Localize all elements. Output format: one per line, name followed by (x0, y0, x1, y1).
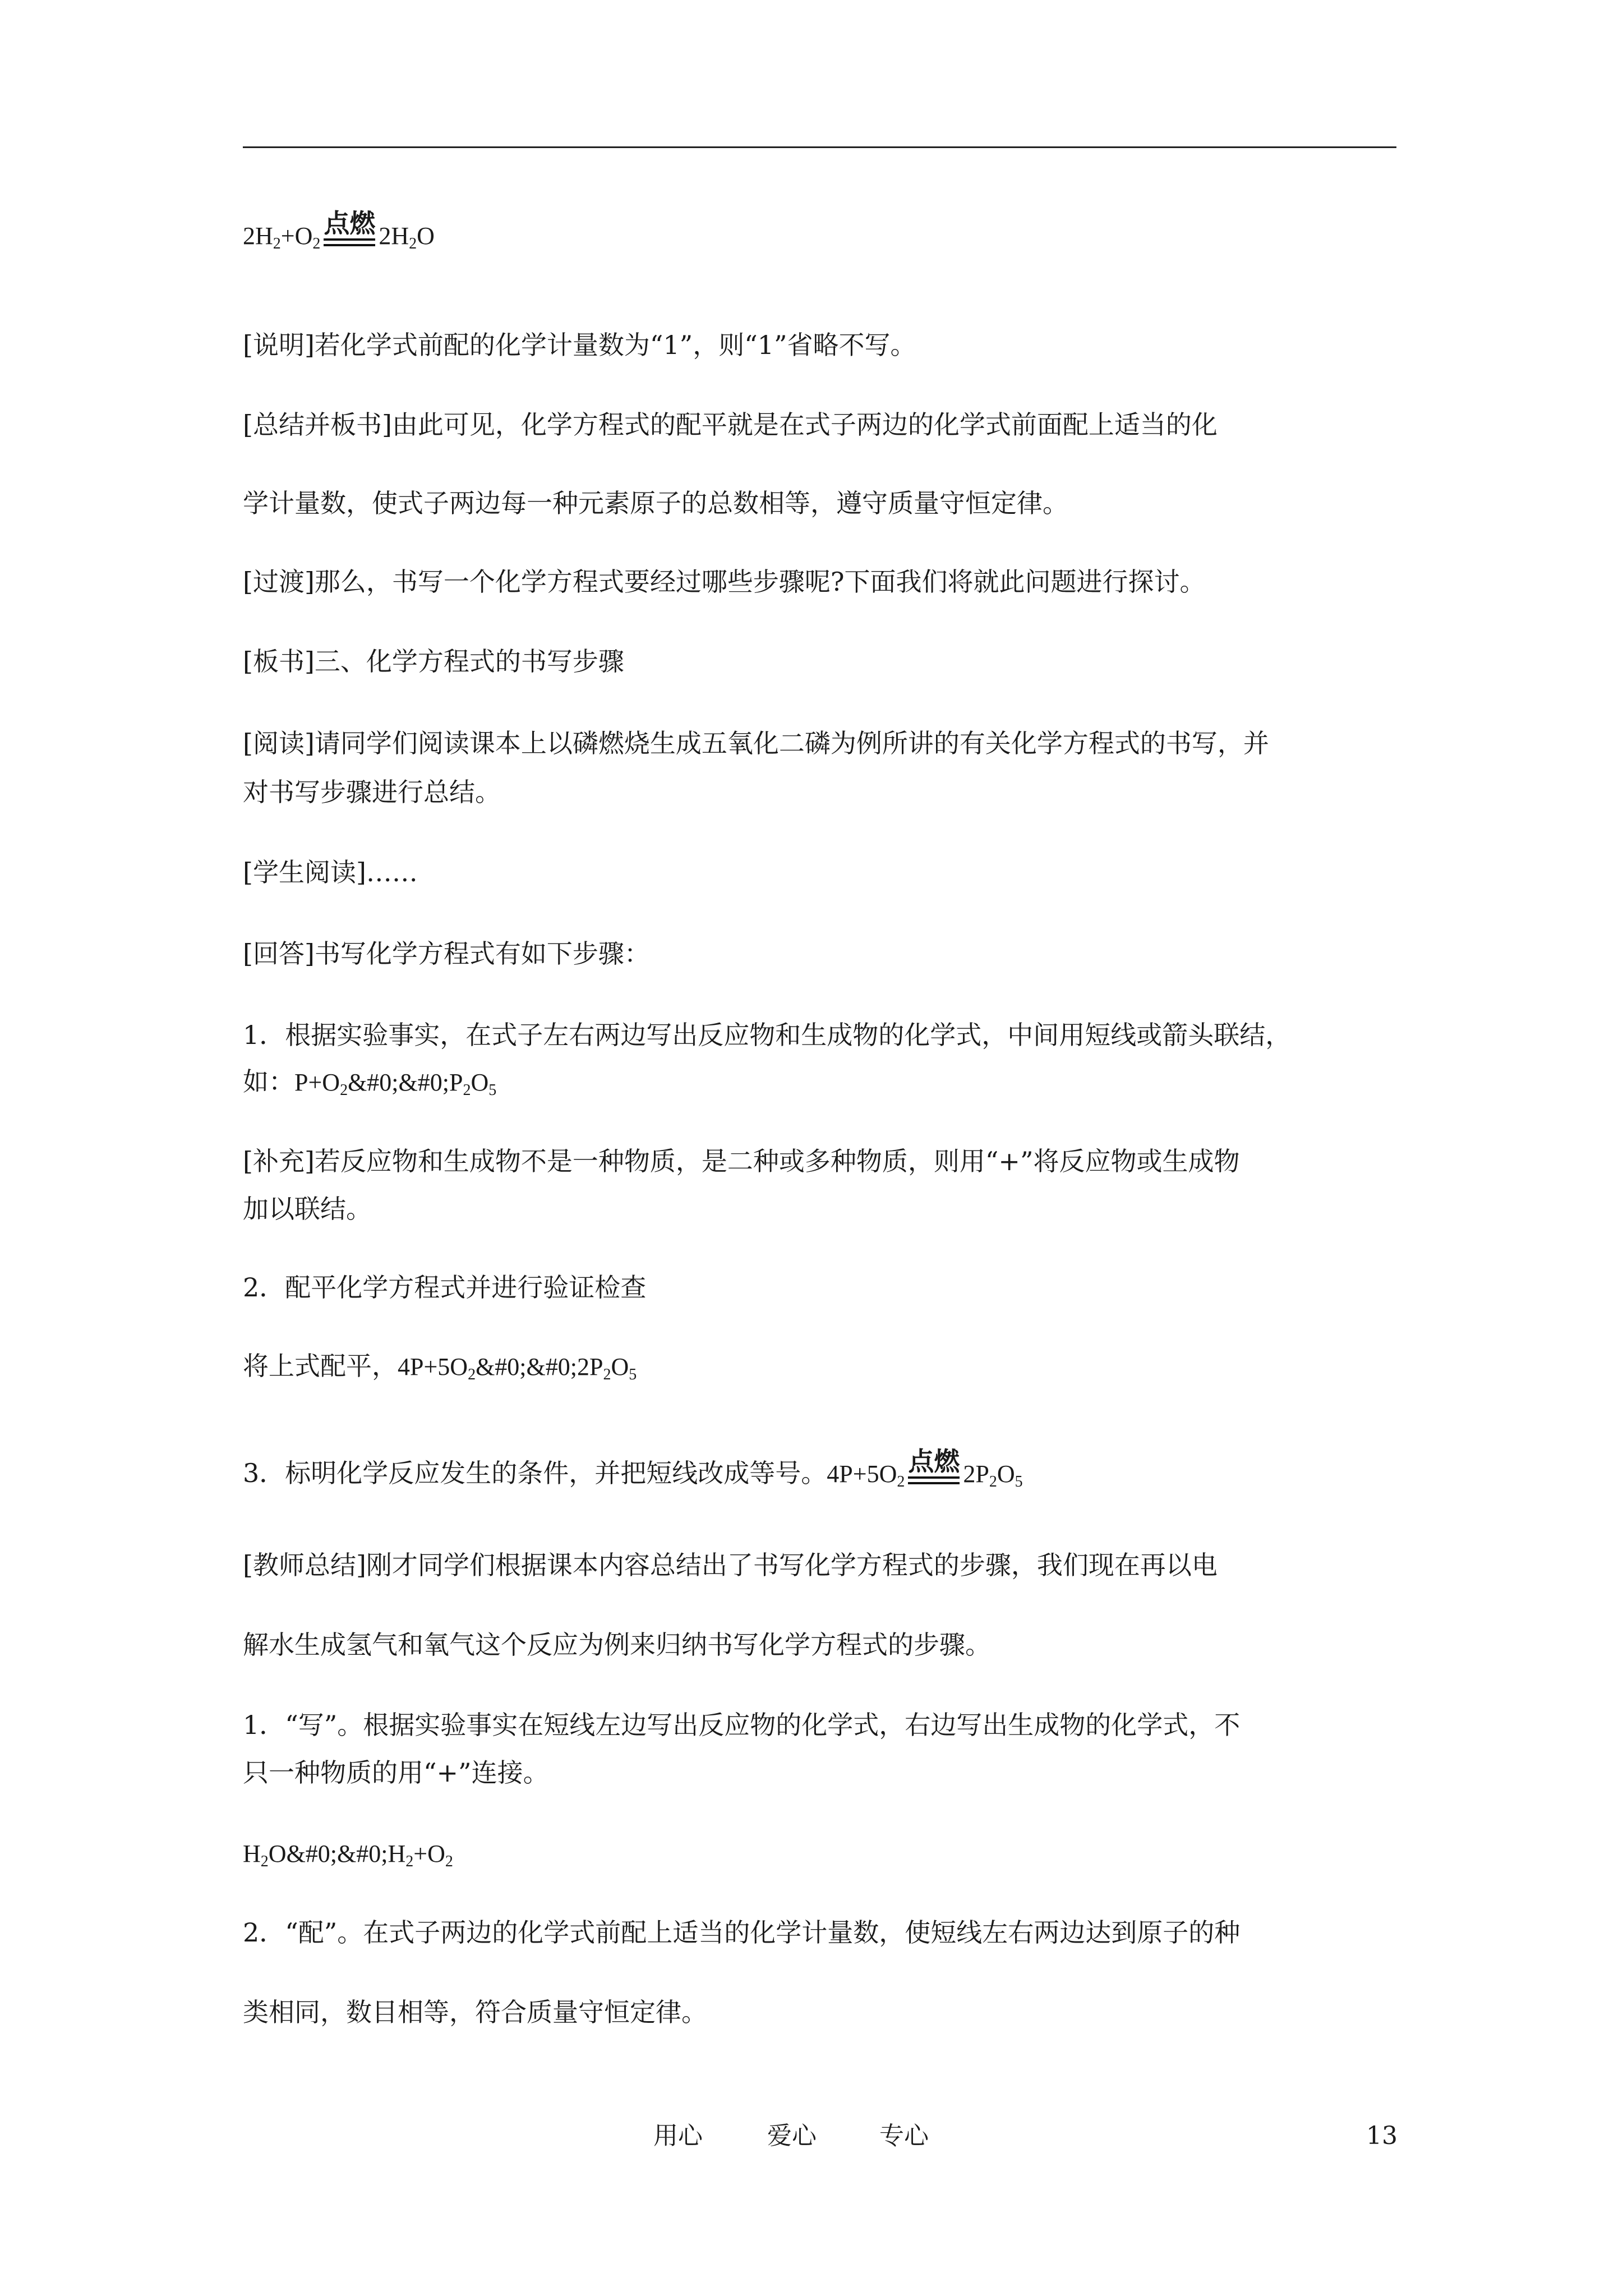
paragraph-summary-line2: 学计量数，使式子两边每一种元素原子的总数相等，遵守质量守恒定律。 (243, 488, 1068, 518)
paragraph-supplement-line2: 加以联结。 (243, 1194, 372, 1224)
footer-motto-1: 用心 (653, 2122, 703, 2150)
eq-artifact: &#0;&#0; (286, 1840, 388, 1867)
equals-bars (324, 238, 375, 246)
eq-subscript: 2 (312, 235, 321, 252)
eq-term: +O (280, 222, 313, 250)
paragraph-balance-line2: 类相同，数目相等，符合质量守恒定律。 (243, 1997, 707, 2027)
eq-subscript: 2 (260, 1853, 269, 1870)
equation-hydrogen-combustion (243, 209, 435, 253)
paragraph-step1-line1: 1．根据实验事实，在式子左右两边写出反应物和生成物的化学式，中间用短线或箭头联结， (243, 1020, 1292, 1050)
equation-phosphorus-balanced (398, 1353, 637, 1381)
eq-term: O (471, 1069, 489, 1096)
text-run: 将上式配平， (243, 1351, 398, 1381)
paragraph-reading-line1: [阅读]请同学们阅读课本上以磷燃烧生成五氧化二磷为例所讲的有关化学方程式的书写，并 (243, 728, 1269, 758)
paragraph-teacher-summary-line2: 解水生成氢气和氧气这个反应为例来归纳书写化学方程式的步骤。 (243, 1630, 991, 1660)
eq-subscript: 2 (340, 1082, 348, 1099)
eq-term: 2P (577, 1353, 603, 1381)
eq-term: H (388, 1840, 406, 1867)
eq-term: P (449, 1069, 463, 1096)
equation-phosphorus-unbalanced (294, 1069, 497, 1099)
header-rule (243, 146, 1396, 148)
eq-subscript: 5 (629, 1366, 637, 1383)
eq-term: P+O (294, 1069, 340, 1096)
eq-subscript: 2 (603, 1366, 611, 1383)
eq-subscript: 2 (897, 1473, 905, 1490)
eq-term: 4P+5O (398, 1353, 468, 1381)
reaction-condition-equals-sign (324, 209, 375, 253)
footer-motto-3: 专心 (879, 2122, 929, 2150)
eq-artifact: &#0;&#0; (476, 1353, 577, 1381)
eq-subscript: 2 (409, 235, 417, 252)
eq-term: O (268, 1840, 287, 1867)
eq-subscript: 2 (463, 1082, 471, 1099)
paragraph-board-heading: [板书]三、化学方程式的书写步骤 (243, 646, 624, 677)
footer-motto-2: 爱心 (767, 2122, 817, 2150)
eq-term: 2H (379, 222, 409, 250)
equals-bars (908, 1476, 960, 1484)
eq-term: H (243, 1840, 261, 1867)
eq-term: 2H (243, 222, 273, 250)
paragraph-step2: 2．配平化学方程式并进行验证检查 (243, 1272, 647, 1303)
paragraph-step1-line2 (243, 1065, 496, 1099)
eq-term: O (997, 1460, 1015, 1488)
paragraph-balanced (243, 1349, 637, 1384)
text-run: 如： (243, 1066, 294, 1097)
reaction-condition-equals-sign (908, 1447, 960, 1491)
eq-term: +O (413, 1840, 445, 1867)
paragraph-transition: [过渡]那么，书写一个化学方程式要经过哪些步骤呢?下面我们将就此问题进行探讨。 (243, 567, 1206, 597)
eq-subscript: 5 (488, 1082, 497, 1099)
paragraph-write-line2: 只一种物质的用“+”连接。 (243, 1757, 549, 1788)
eq-artifact: &#0;&#0; (348, 1069, 449, 1096)
eq-term: O (417, 222, 435, 250)
eq-subscript: 2 (445, 1853, 453, 1870)
eq-subscript: 2 (273, 235, 281, 252)
eq-subscript: 2 (989, 1473, 997, 1490)
paragraph-summary-line1: [总结并板书]由此可见，化学方程式的配平就是在式子两边的化学式前面配上适当的化 (243, 409, 1218, 440)
eq-subscript: 5 (1015, 1473, 1023, 1490)
paragraph-note: [说明]若化学式前配的化学计量数为“1”，则“1”省略不写。 (243, 330, 916, 360)
paragraph-answer: [回答]书写化学方程式有如下步骤： (243, 938, 650, 969)
equation-phosphorus-condition (827, 1446, 1023, 1490)
eq-subscript: 2 (405, 1853, 414, 1870)
paragraph-reading-line2: 对书写步骤进行总结。 (243, 777, 501, 807)
condition-label: 点燃 (324, 208, 376, 238)
paragraph-balance-line1: 2．“配”。在式子两边的化学式前配上适当的化学计量数，使短线左右两边达到原子的种 (243, 1917, 1241, 1948)
page-number: 13 (1366, 2122, 1398, 2150)
paragraph-teacher-summary-line1: [教师总结]刚才同学们根据课本内容总结出了书写化学方程式的步骤，我们现在再以电 (243, 1550, 1218, 1580)
paragraph-student-reading: [学生阅读]…… (243, 857, 418, 887)
paragraph-step3 (243, 1447, 1023, 1491)
eq-term: O (611, 1353, 629, 1381)
text-run: 3．标明化学反应发生的条件，并把短线改成等号。 (243, 1458, 827, 1488)
condition-label: 点燃 (908, 1446, 960, 1476)
eq-term: 4P+5O (827, 1460, 897, 1488)
eq-term: 2P (963, 1460, 989, 1488)
paragraph-supplement-line1: [补充]若反应物和生成物不是一种物质，是二种或多种物质，则用“+”将反应物或生成物 (243, 1146, 1240, 1176)
paragraph-write-line1: 1．“写”。根据实验事实在短线左边写出反应物的化学式，右边写出生成物的化学式，不 (243, 1710, 1241, 1740)
eq-subscript: 2 (468, 1366, 476, 1383)
equation-water-electrolysis (243, 1837, 453, 1871)
